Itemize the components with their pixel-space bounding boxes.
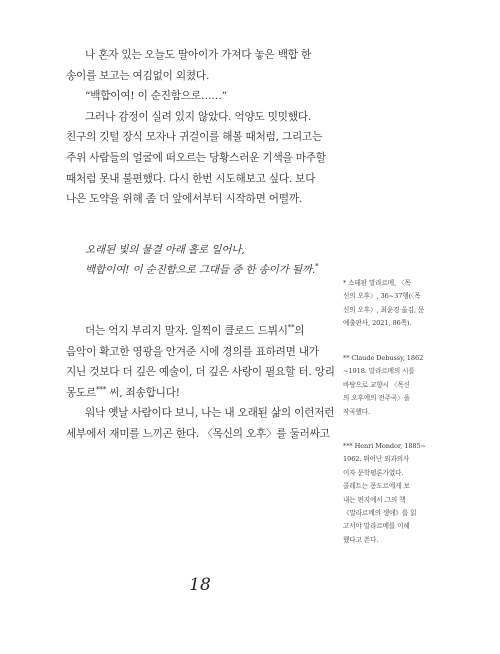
footnote-line: 예출판사, 2021, 86쪽). [343, 319, 412, 328]
footnote-1 [343, 277, 455, 331]
text-line: 그러나 감정이 실려 있지 않았다. 억양도 밋밋했다. [85, 110, 312, 123]
footnote-line: * 스테판 말라르메, 〈목 [343, 279, 411, 287]
text-line: 워낙 옛날 사람이다 보니, 나는 내 오래된 삶의 이런저런 [85, 407, 335, 420]
footnote-line: 바탕으로 교향시 〈목신 [343, 380, 410, 389]
footnote-line: 이자 문학평론가였다. [343, 468, 404, 477]
text-line: 주위 사람들의 얼굴에 떠오르는 당황스러운 기색을 마주할 [66, 151, 326, 164]
text-span: 더는 억지 부리지 말자. 일찍이 클로드 드뷔시 [85, 324, 288, 337]
poem-line: 오래된 빛의 물결 아래 홀로 일어나, [85, 243, 245, 256]
footnote-mark: * [315, 262, 319, 271]
poem-text: 백합이여! 이 순진함으로 그대들 중 한 송이가 될까. [85, 264, 316, 277]
text-line: 지닌 것보다 더 깊은 예술이, 더 깊은 사랑이 필요할 터. 앙리 [66, 366, 335, 379]
spacer [66, 210, 328, 240]
quote-line: “백합이여! 이 순진함으로……” [85, 90, 227, 103]
text-line: 때처럼 못내 불편했다. 다시 한번 시도해보고 싶다. 보다 [66, 172, 316, 185]
footnote-mark: *** [96, 385, 107, 394]
footnote-line: 고서야 말라르메를 이해 [343, 522, 410, 531]
text-span: 씨, 죄송합니다! [106, 386, 180, 399]
text-line: 나 혼자 있는 오늘도 딸아이가 가져다 놓은 백합 한 [85, 49, 312, 61]
text-line: 나은 도약을 위해 좀 더 앞에서부터 시작하면 어떨까. [66, 193, 303, 206]
text-line [66, 321, 328, 342]
footnote-line: ~1918. 말라르메의 시를 [343, 367, 415, 376]
text-line: 세부에서 재미를 느끼곤 한다. 〈목신의 오후〉를 둘러싸고 [66, 427, 330, 440]
footnote-line: 내는 편지에서 그의 책 [343, 495, 406, 504]
footnote-line: 신의 오후〉, 최윤경 옮김, 문 [343, 305, 425, 314]
footnote-line: 1962. 뛰어난 외과의사 [343, 455, 410, 464]
poem-line [66, 260, 328, 281]
footnote-2 [343, 352, 455, 419]
footnote-line: 의 오후에의 전주곡〉을 [343, 394, 410, 403]
text-span: 몽도르 [66, 386, 97, 399]
text-span: 의 [294, 324, 305, 337]
text-line: 음악이 확고한 영광을 안겨준 시에 경의를 표하려면 내가 [66, 345, 319, 358]
footnote-line: 신의 오후〉, 36~37행(〈목 [343, 292, 421, 301]
spacer [66, 281, 328, 321]
main-text [66, 45, 335, 445]
page-number: 18 [189, 575, 211, 595]
footnote-line: ** Claude Debussy, 1862 [343, 354, 424, 362]
footnote-line: 작곡했다. [343, 407, 371, 416]
text-line: 친구의 깃털 장식 모자나 귀걸이를 해볼 때처럼, 그리고는 [66, 131, 323, 144]
footnote-line: *** Henri Mondor, 1885~ [343, 442, 427, 450]
footnote-line: 했다고 쓴다. [343, 535, 379, 544]
text-line: 송이를 보고는 여김없이 외쳤다. [66, 69, 210, 82]
footnote-line: 《말라르메의 생애》를 읽 [343, 509, 417, 518]
footnote-mark: ** [287, 323, 295, 332]
footnote-3 [343, 440, 455, 547]
text-line [66, 383, 328, 404]
footnote-line: 콜레트는 몽도르에게 보 [343, 482, 410, 491]
